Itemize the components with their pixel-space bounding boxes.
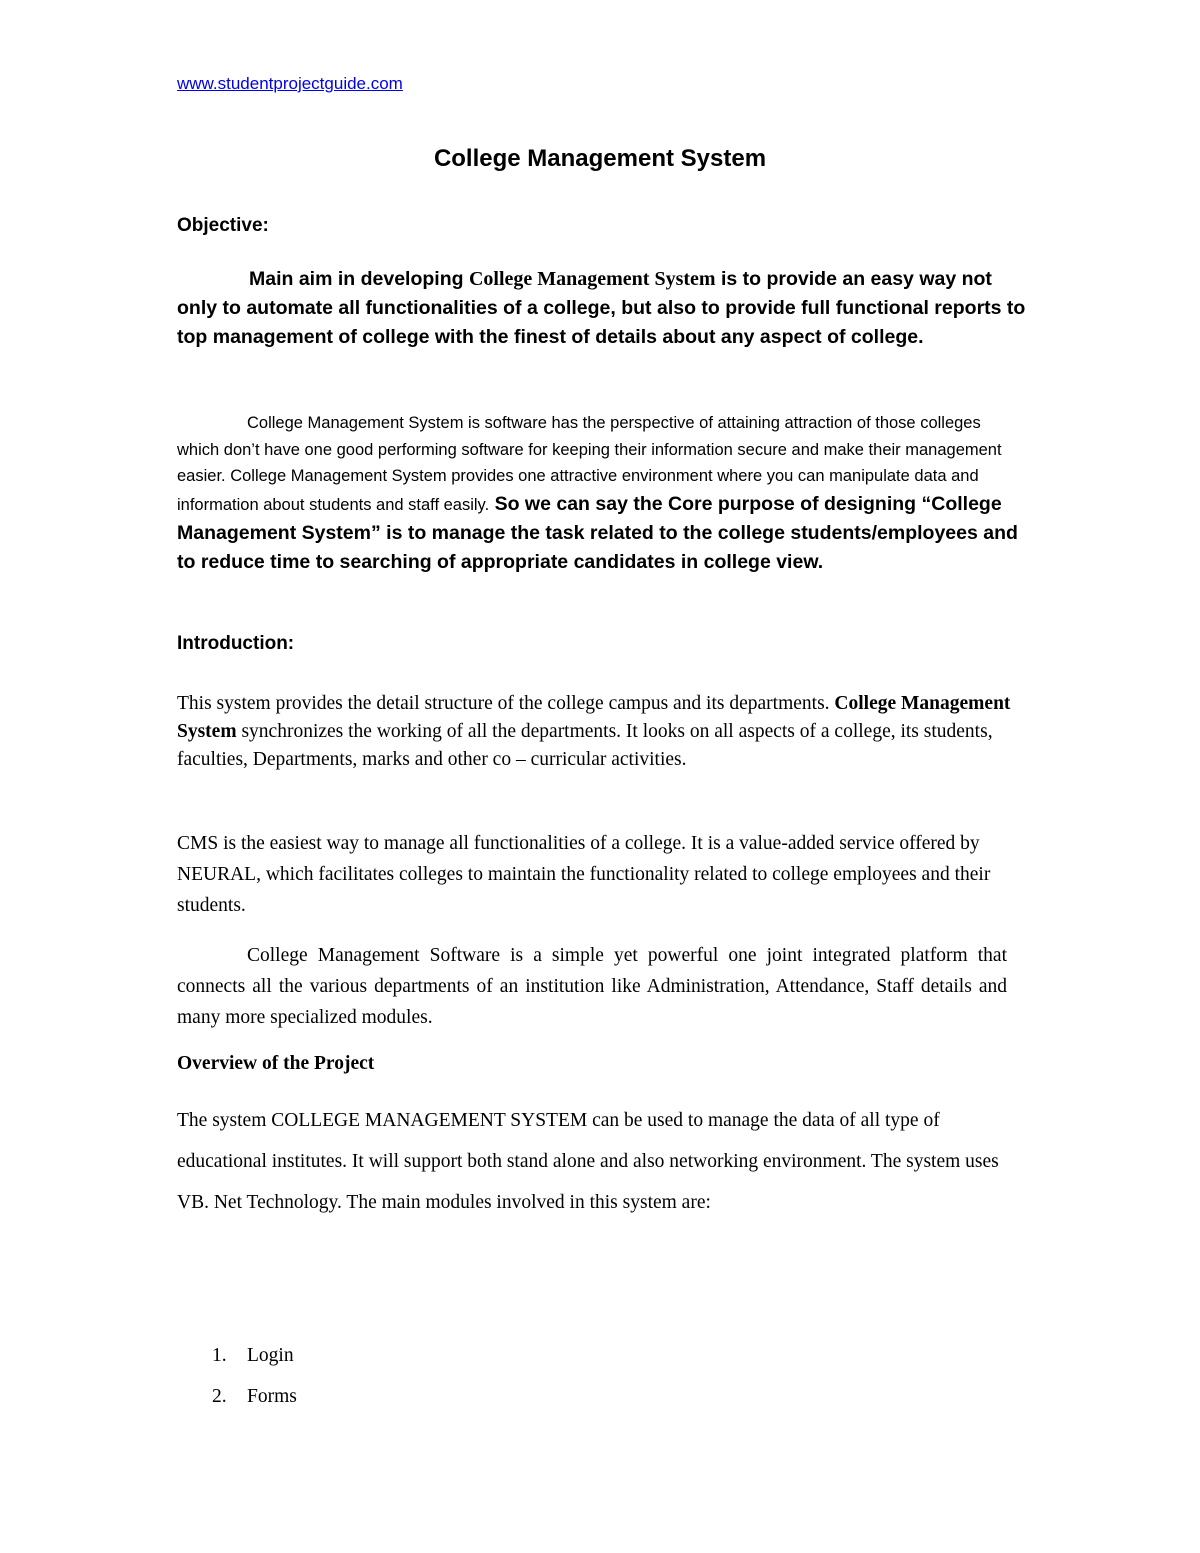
list-item: 2. Forms xyxy=(212,1386,297,1407)
objective-heading: Objective: xyxy=(177,215,269,236)
introduction-heading: Introduction: xyxy=(177,633,295,654)
objective-paragraph-1: Main aim in developing College Management System is to provide an easy way not only to automate all functionalities of a college, but also to provide full functional reports to top management of college with the finest of details about any aspect of college. xyxy=(177,268,1026,348)
overview-paragraph: The system COLLEGE MANAGEMENT SYSTEM can be used to manage the data of all type of educational institutes. It will support both stand alone and also networking environment. The system uses VB. Net Technology. The main modules involved in this system are: xyxy=(177,1110,999,1213)
introduction-paragraph-3: College Management Software is a simple yet powerful one joint integrated platform that connects all the various departments of an institution like Administration, Attendance, Staff details and many more specialized modules. xyxy=(177,945,1007,1028)
module-list xyxy=(212,1335,297,1417)
list-item: 1. Login xyxy=(212,1345,294,1366)
introduction-paragraph-2: CMS is the easiest way to manage all functionalities of a college. It is a value-added service offered by NEURAL, which facilitates colleges to maintain the functionality related to college employees and their students. xyxy=(177,833,991,916)
emphasis-system-name: College Management System xyxy=(177,693,1011,742)
document-title: College Management System xyxy=(433,145,767,172)
overview-heading: Overview of the Project xyxy=(177,1053,375,1074)
objective-paragraph-2: College Management System is software has the perspective of attaining attraction of those colleges which don’t have one good performing software for keeping their information secure and make their management easier. College Management System provides one attractive environment where you can manipulate data and information about students and staff easily. So we can say the Core purpose of designing “College Management System” is to manage the task related to the college students/employees and to reduce time to searching of appropriate candidates in college view. xyxy=(177,414,1018,573)
website-link[interactable]: www.studentprojectguide.com xyxy=(177,74,403,93)
emphasis-system-name: College Management System xyxy=(468,268,716,290)
introduction-paragraph-1: This system provides the detail structure of the college campus and its departments. College Management System synchronizes the working of all the departments. It looks on all aspects of a college, its students, faculties, Departments, marks and other co – curricular activities. xyxy=(177,693,1011,770)
